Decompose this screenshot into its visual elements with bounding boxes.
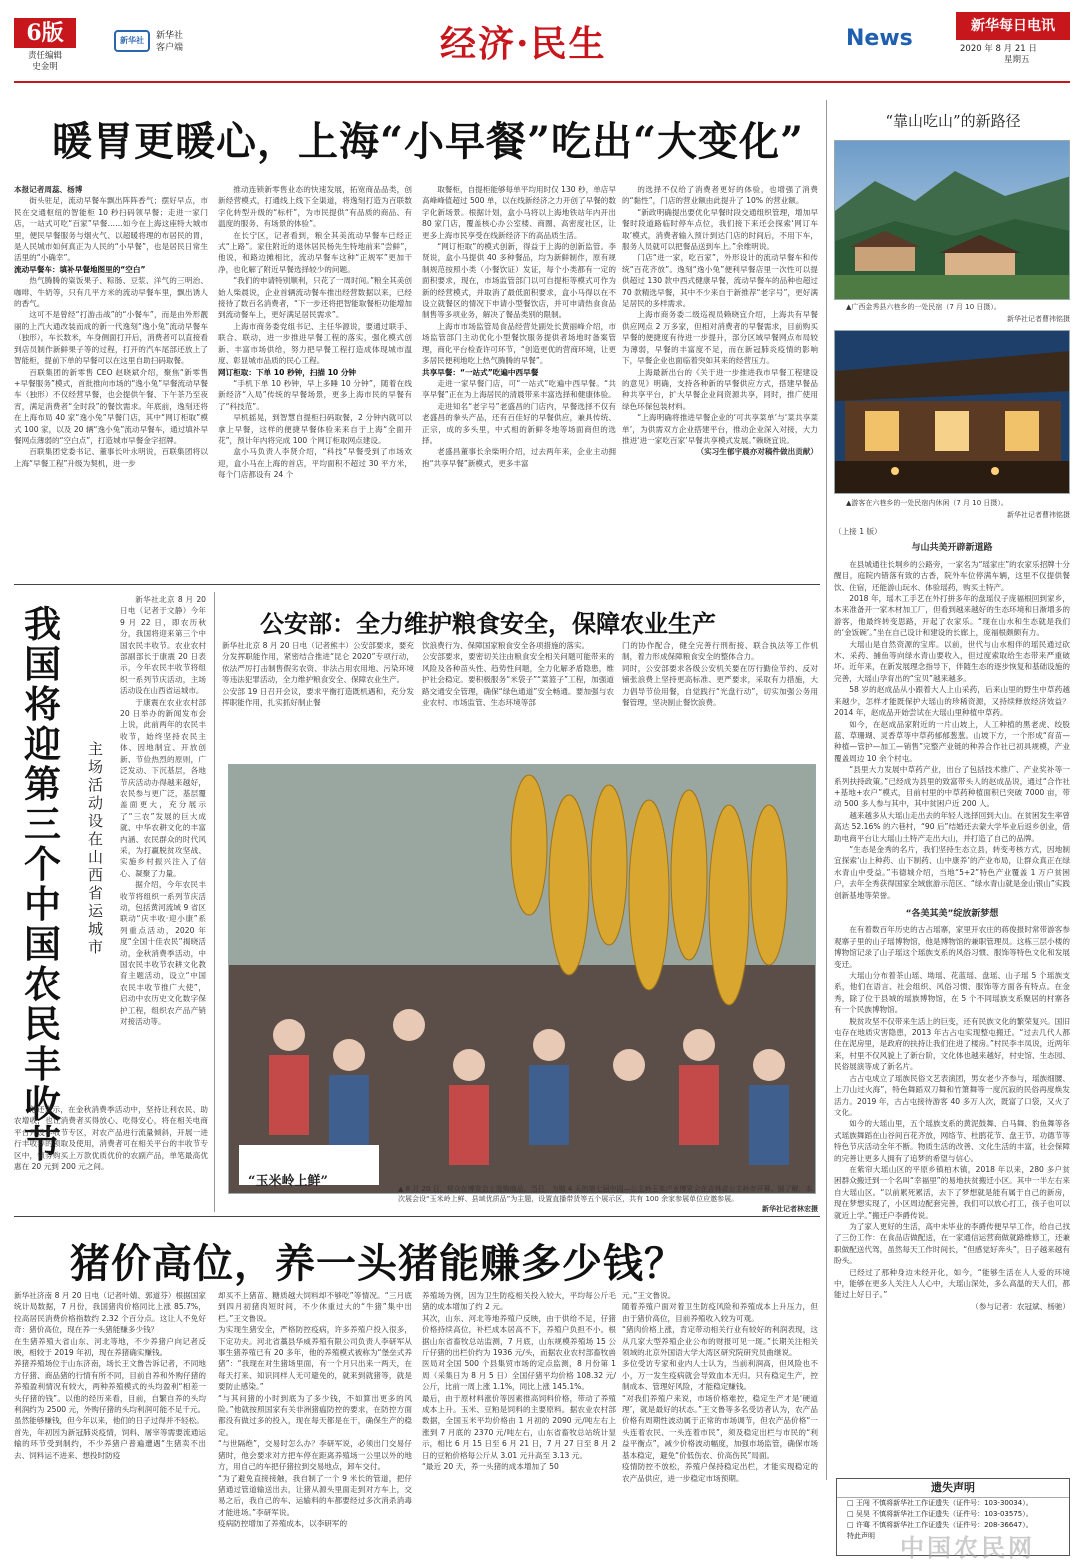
article1-paragraph: 走进一家早餐门店，可“一站式”吃遍中西早餐。“共享早餐”正在为上海居民的清晨带来丰富选择和健康体验。	[422, 378, 616, 400]
guesthouse-night-photo	[834, 330, 1070, 494]
article1-paragraph: 门店“进一家，吃百家”，外形设计的流动早餐车和传统“百花齐放”。逸刻“逸小兔”便利早餐店里一次性可以提供超过 130 款中西式健康早餐，流动早餐车的品种也超过 70 款精选早餐，其中不少来自于新推荐“老字号”，更好满足居民的多样需求。	[622, 253, 818, 309]
right-column-divider	[826, 100, 827, 1480]
article2-paragraph: 据介绍，今年农民丰收节将组织一系列节庆活动，包括黄河流域 9 省区联动“庆丰收·迎小康”系列重点活动，2020 年度“全国十佳农民”揭晓活动，金秋消费季活动，中国农民丰收节农耕文化教育主题活动，设立“中国农民丰收节推广大使”，启动中农历史文化数字保护工程，组织农产品产销对接活动等。	[120, 880, 206, 1027]
editor-label: 责任编辑	[27, 51, 62, 61]
article1-column-1	[14, 184, 208, 578]
article2-narrow-column	[120, 594, 206, 1100]
feature-paragraph: 58 岁的赵成品从小跟着大人上山采药，后来山里的野生中草药越来越少，怎样才能既保护大瑶山的珍稀资源，又持续释放经济效益？2014 年，赵成品开始尝试在大瑶山里种植中草药。	[834, 685, 1070, 718]
article1-paragraph: 上海最新出台的《关于进一步推进我市早餐工程建设的意见》明确，支持各种新的早餐供应方式，搭建早餐品种共享平台，扩大早餐企业间资源共享，同时，推广使用绿色环保包装材料。	[622, 367, 818, 411]
feature-paragraph: 在有着数百年历史的古占瑶寨，家里开农庄的蒋俊报时常带游客参观寨子里的山子瑶博物馆，他是博物馆的兼职管理员。这栋三层小楼的博物馆记录了山子瑶这个瑶族支系的风俗习惯、服饰等特色文化和发展变迁。	[834, 925, 1070, 969]
article2-paragraph: 新华社北京 8 月 20 日电（记者于文静）今年 9 月 22 日，即农历秋分，我国将迎来第三个中国农民丰收节。农业农村部副部长于康震 20 日表示，今年农民丰收节将组织一系列节庆活动，主场活动设在山西省运城市。	[120, 595, 206, 696]
corn-market-image	[229, 765, 816, 1194]
article1-paragraph: 的选择不仅给了消费者更好的体验，也增强了消费的“黏性”，门店的营业额由此提升了 10% 的营业额。	[622, 185, 818, 206]
article1-column-3	[422, 184, 616, 578]
article1-paragraph: 取餐柜，自提柜能够每单平均用时仅 130 秒，单店早高峰峰值超过 500 单，以在线新经济之力开创了早餐的数字化新场景。根据计划，盒小马将以上海地铁站年内开出 80 家门店，覆盖核心办公室楼、商圈、高密度社区，让更多上海市民享受在线新经济下的高品质生活。	[422, 185, 616, 240]
article1-paragraph: 上海市商务委党组书记、主任华源说，要通过联手、联合、联动，进一步推进早餐工程的落实，强化模式创新、丰富市场供给，努力把早餐工程打造成体现城市温度、彰显城市品质的民心工程。	[218, 321, 412, 366]
article4-column-4: 元。”王文鲁说。 随着养殖户面对着卫生防疫风险和养殖成本上升压力，但由于猪价高位，目前养殖收入较为可观。 “猪肉价格上涨，肯定带动相关行业有较好的利润表现，这从几家大型养殖企业公布的财报可见一斑。”长期关注相关领域的北京外国语大学大湾区研究院研究员曲继说。 多位受访专家和业内人士认为，当前利润高，但风险也不小，万一发生疫病就会导致血本无归。只有稳定生产，控制成本、管理好风险，才能稳定赚钱。 “对我们养殖户来说，市场价格难控，稳定生产才是‘硬道理’，就是最好的状态。”王文鲁等多名受访者认为，农产品价格有周期性波动属于正常的市场调节，但农产品价格“一头连着农民、一头连着市民”，须及稳定出栏与市民的“利益平衡点”，减少价格波动幅度，加强市场监管，确保市场基本稳定，避免“价低伤农、价高伤民”局面。 疫情防控不放松，养殖户保持稳定出栏，才能实现稳定的农产品供应，进一步稳定市场预期。	[622, 1291, 818, 1483]
feature-paragraph: 在县城通往长垌乡的公路旁，一家名为“瑶家庄”的农家乐招牌十分醒目，庭院内错落有致的古香，院外车位停满车辆，这里不仅提供餐饮、住宿，还能游山玩水、体验瑶药，购买土特产。	[834, 559, 1070, 592]
feature-continued: （上接 1 版）	[834, 527, 882, 536]
village-landscape-image	[835, 141, 1070, 300]
site-watermark: 中国农民网	[900, 1533, 1035, 1562]
article1-paragraph: 百联集团的新零售 CEO 赵晓斌介绍，聚焦“新零售+早餐服务”模式，首批推向市场的“逸小兔”早餐流动早餐车（独形）不仅经营早餐，也会提供午餐、下午茶乃至夜宵，满足消费者“全时段”的餐饮需求。年底前，逸刻还将在上海布局 40 家“逸小兔”早餐门店，其中“网订柜取”模式 100 家，以及 20 辆“逸小兔”流动早餐车，通过填补早餐网点薄弱的“空白点”，打造城市早餐金字招牌。	[14, 367, 208, 445]
article3-column-1: 新华社北京 8 月 20 日电（记者熊丰）公安部要求，要充分发挥职能作用，紧密结合推进“昆仑 2020”专项行动，依法严厉打击制售假劣农资、非法占用农用地、污染环境等违法犯罪活动，全力维护粮食安全、保障农业生产。 公安部 19 日召开会议，要求平衡打造既机遇和，充分发挥职能作用，扎实抓好制止餐	[222, 641, 414, 708]
lost-notice-row: □ 王闯 不慎将新华社工作证遗失（证件号：103-30034）。	[847, 1499, 1033, 1507]
article1-column-2	[218, 184, 412, 578]
feature-paragraph: 如今的大瑶山里，五个瑶族支系的黄泥鼓舞、白马舞、豹鱼舞等各式瑶族舞蹈在山谷间百花齐放，网络节、杜鹃花节、盘王节、功德节等特色节庆活动全年不断。物质生活的改善、文化生活的丰富，社会保障的完善让更多人拥有了追梦的希望与信心。	[834, 1119, 1070, 1163]
masthead-rule	[14, 81, 1070, 83]
editor-credit	[14, 51, 76, 73]
article1-headline: 暖胃更暖心，上海“小早餐”吃出“大变化”	[52, 118, 805, 165]
newspaper-brand: 新华每日电讯	[956, 12, 1070, 40]
article1-paragraph: “手机下单 10 秒钟，早上多睡 10 分钟”，随着在线新经济“入局”传统的早餐场景，更多上海市民的早餐有了“科技范”。	[218, 378, 412, 411]
feature-paragraph: 如今，在赵成品家附近的一片山坡上，人工种植的黑老虎、绞股蓝、草珊瑚、灵香草等中草药郁郁葱葱。山坡下方，一个形成“育苗—种植—管护—加工—销售”完整产业链的种养合作社已初具规模，产业覆盖周边 10 余个村屯。	[834, 719, 1070, 763]
article3-column-2: 饮浪费行为、保障国家粮食安全各项措施的落实。 公安部要求，要密切关注由粮食安全相关问题可能带来的风险及各种苗头性、趋势性问题，全力化解矛盾隐患，维护社会稳定。要积极服务“米袋子”“菜篮子”工程，加强道路交通安全管理，确保“绿色通道”安全畅通。要加强与农业农村、市场监管、生态环境等部	[422, 641, 614, 708]
section-title: 经济·民生	[440, 23, 607, 65]
article1-paragraph: 盒小马负责人李贤介绍，“科技”早餐受到了市场欢迎，盒小马在上海的首店，平均面积不超过 30 平方米，每个门店都设有 24 个	[218, 447, 412, 480]
issue-date-text: 2020 年 8 月 21 日	[960, 44, 1037, 54]
article1-subhead: 流动早餐车：填补早餐地图里的“空白”	[14, 264, 146, 274]
photo1-credit: 新华社记者曹祎铭摄	[1007, 315, 1070, 323]
article1-paragraph: “我们的申请特别顺利，只花了一周时间。”粮全其美创始人柴晨说，企业首辆流动餐车推出经营数据以来，已经接待了数百名消费者，“下一步还将把智能取餐柜功能增加到流动餐车上，更好满足居民需求”。	[218, 276, 412, 320]
article1-paragraph: 这可不是曾经“打游击战”的“小餐车”，而是由外形靓丽的上汽大通改装而成的新一代逸刻“逸小兔”流动早餐车（独形），车长数米，车身侧面打开后，消费者可以直接看到店员制作新鲜果子等的过程，打开的汽车尾部还放上了智能柜，提前下单的早餐可以在这里自助扫码取餐。	[14, 310, 208, 366]
corn-photo-caption: ▲ 8 月 20 日，观众在博览会上选购商品。当日，为期 4 天的第七届中国—公主岭玉米产业博览会在吉林省公主岭市开幕。展了解，本次展会设“玉米岭上鲜、县域优质品”为主题，设置直播带货等五个展示区，共有 100 余家参展单位应邀参展。	[398, 1185, 813, 1203]
feature-paragraph: 为了家人更好的生活，高中未毕业的李爵传便早早工作，给自己找了三份工作：在食品店做配送，在一家通信运营商做就路维修工，还兼职做配送代驾，虽然每天工作时间长，“但感觉好奔头”，日子越来越有盼头。	[834, 1221, 1070, 1266]
feature-title: “靠山吃山”的新路径	[885, 112, 1021, 130]
corn-market-photo	[228, 764, 816, 1194]
feature-credit: （参与记者：农冠斌、杨驰）	[971, 1301, 1070, 1311]
article1-paragraph: 推动连锁新零售业态的快速发展，拓宽商品品类，创新经营模式，打通线上线下全渠道，将逸刻打造为百联数字化转型升级的“标杆”，为市民提供“有品质的商品、有温度的服务、有场景的体验”。	[218, 185, 412, 229]
feature-paragraph: “生态是金秀的名片，我们坚持生态立县，转变考核方式，因地制宜探索‘山上种药、山下制药、山中康养’的产业布局，让群众真正在绿水青山中受益。”韦德城介绍，当地“5+2”特色产业覆盖 1 万户贫困户，去年全秀获得国家全域旅游示范区、“绿水青山就是金山银山”实践创新基地等荣誉。	[834, 844, 1070, 900]
lost-notice-title: 遗失声明	[837, 1479, 1069, 1498]
photo2-caption: ▲游客在六巷乡的一处民宿内休闲（7 月 10 日摄）。	[846, 499, 1008, 507]
article1-paragraph: “新政明确提出要优化早餐时段交通组织管理，增加早餐时段道路临时停车点位，我们接下来还会探索‘网订车取’模式，消费者输入预计到达门店的时间后，不用下车，服务人员就可以把餐品送到车上。”余维明说。	[622, 207, 818, 252]
article1-subhead: 网订柜取：下单 10 秒钟，扫描 10 分钟	[218, 367, 357, 377]
article1-subhead: 共享早餐：“一站式”吃遍中西早餐	[422, 367, 539, 377]
feature-paragraph: 在紫帘大瑶山区的平原乡镇柏木镇，2018 年以来，280 多户贫困群众搬迁到一个名叫“幸福里”的易地扶贫搬迁小区。其中一半左右来自大瑶山区。“以前累死累活，去下了梦想就是能有属于自己的新房，现在梦想实现了，小区周边配套完善，我们可以放心打工，孩子也可以就近上学。”搬迁户李爵传说。	[834, 1164, 1070, 1220]
article1-column-4	[622, 184, 818, 578]
article4-headline: 猪价高位，养一头猪能赚多少钱？	[70, 1240, 685, 1287]
article1-paragraph: 上海市市场监管局食品经营处副处长黄丽峰介绍，市场监管部门主动优化小型餐饮服务提供者场地时备案管理，商化平台检查许可环节，“创造更优的营商环境，让更多居民便利地吃上热气腾腾的早餐”。	[422, 321, 616, 366]
article2-divider	[214, 592, 215, 1212]
feature-paragraph: 2018 年，瑶木工手艺在外打拼多年的盘瑶仪子庞福根回到家乡，本来准备开一家木材加工厂，但看到越来越好的生态环境和日渐增多的游客，他最终转变思路，开起了农家乐。“现在山水和生态就是我们的‘金饭碗’。”坐在自己设计和建设的长廊上，庞福根颇颇有力。	[834, 594, 1070, 638]
article2-bottom-column	[14, 1104, 208, 1204]
article4-column-2: 却买不上猪苗、糖质越大饲料却不够吃”等情况。“三月底到四月初猪肉短时间，不少休重过大的“牛猪”集中出栏。”王文鲁说。 为实现生猪安全，严格防控疫病，许多养殖户投入很多，下定功夫。河北省藁县华威养殖有限公司负责人李研军从事生猪养殖已有 20 多年，他的养殖模式被称为“堡垒式养猪”：“我现在对生猪场里面，有一个月只出来一两天，在每天打来、知识同样人无可避免的，就来到就猪等，就是要防止感染。” “与其问猪的小时到底为了多少钱，不如算出更多的风险。”他就按照国家有关非洲猪瘟防控的要求，在防控方面都没有做过多的投入，现在每天都是在干，确保生产的稳定。 “与世隔绝”，交易时怎么办？李研军说，必须出门交易仔猪时，他会要求对方把车停在距离养殖场一公里以外的地方，用自己的车把仔猪拉到交易地点，卸车交付。 “为了避免直接接触，我自制了一个 9 米长的管道，把仔猪通过管道输送出去，让猪从源头里面走到对方车上，交易之后，我自己的车、运输料的车都要经过多次消杀消毒才能进场。”李研军说。 疫病防控增加了养殖成本，以李研军的	[218, 1291, 412, 1529]
feature-paragraph: 大瑶山分布着茶山瑶、坳瑶、花蓝瑶、盘瑶、山子瑶 5 个瑶族支系，他们在语言、社会组织、风俗习惯、服饰等方面各有特点。在金秀，除了位于县城的瑶族博物馆，在 5 个不同瑶族支系聚居的村寨各有一个民族博物馆。	[834, 971, 1070, 1015]
feature-subhead-2: “各美其美”绽放新梦想	[905, 909, 999, 919]
article1-paragraph: 热气腾腾的粢饭果子、粽肠、豆浆、洋气的三明治、咖啡、牛奶等，只有几平方米的流动早餐车里，飘出诱人的香气。	[14, 276, 208, 309]
lost-notice-row: □ 吴昊 不慎将新华社工作证遗失（证件号：103-03575）。	[847, 1510, 1033, 1518]
feature-body	[834, 526, 1070, 1470]
guesthouse-night-image	[835, 331, 1070, 494]
photo2-credit: 新华社记者曹祎铭摄	[1007, 511, 1070, 519]
article1-paragraph: 在长宁区，记者看到，粮全其美流动早餐车已经正式“上路”。家住附近的退休居民杨先生特地前来“尝鲜”，他说，和路边摊相比，流动早餐车这种“正规军”更加干净，也化解了附近早餐选择较少的问题。	[218, 230, 412, 274]
feature-paragraph: “县里大力发展中草药产业，出台了包括技术推广、产业奖补等一系列扶持政策。”已经成为县里的致富带头人的赵成品说，通过“合作社+基地+农户”模式，目前村里的中草药种植面积已突破 7000 亩，带动 500 多人参与其中，其中贫困户近 200 人。	[834, 765, 1070, 809]
feature-paragraph: 脱贫攻坚不仅带来生活上的巨变，还有民族文化的繁荣复兴。国旧屯存在地质灾害隐患，2013 年古占屯实现整屯搬迁。“过去几代人都住在泥房里，是政府的扶持让我们住进了楼房。”村民李丰凤说，近两年来，村里不仅风貌上了新台阶，文化体也越来越好，村史馆、生态园、民俗展演等成了新名片。	[834, 1016, 1070, 1072]
feature-subhead-1: 与山共美开辟新道路	[911, 543, 993, 554]
article2-paragraph: 于康震在农业农村部 20 日举办的新闻发布会上说，此前两年的农民丰收节，始终坚持农民主体、因地制宜、开放创新、节俭热烈的原则，广泛发动、下沉基层，各地节庆活动办得越来越好，农民参与更广泛，基层覆盖面更大，充分展示了“三农”发展的巨大成就、中华农耕文化的丰富内涵、农民群众的时代风采，为打赢脱贫攻坚战、实施乡村振兴注入了信心、凝聚了力量。	[120, 697, 206, 878]
corn-photo-credit: 新华社记者林宏摄	[762, 1205, 818, 1213]
photo1-caption: ▲广西金秀县六巷乡的一处民宿（7 月 10 日摄）。	[846, 303, 1001, 311]
feature-paragraph: 古占屯成立了瑶族民俗文艺表演团，男女老少齐参与，瑶族细腰、上刀山过火海”，特色舞蹈双刀舞和竹箫舞等一度沉寂的民俗再度焕发活力。2019 年，古占屯接待游客 40 多万人次，既富了口袋，又火了文化。	[834, 1073, 1070, 1117]
article2-subtitle: 主场活动设在山西省运城市	[88, 740, 104, 956]
article1-paragraph: 上海市商务委二级巡视员赖晓宜介绍，上海共有早餐供应网点 2 万多家，但相对消费者的早餐需求，目前购买早餐的便捷度有待进一步提升，部分区域早餐网点布局较为薄弱，早餐的丰富度不足，而在新冠肺炎疫情的影响下，早餐企业也面临着突如其来的经营压力。	[622, 310, 818, 366]
corn-photo-label: “玉米岭上鲜”	[248, 1174, 328, 1189]
lost-notice-row: □ 许骞 不慎将新华社工作证遗失（证件号：208-36647）。	[847, 1521, 1033, 1529]
feature-paragraph: 已经过了那种身边未经开化，如今，“能够生活在人人爱的环境中，能够在更多人关注人人心中，大瑶山深处，多么高温的天人们，都能过上好日子。”	[834, 1267, 1070, 1300]
section-divider-2	[14, 1216, 820, 1217]
article1-byline: 本报记者周蕊、杨博	[14, 185, 83, 194]
article3-column-3: 门的协作配合，健全完善行刑衔接、联合执法等工作机制，着力形成保障粮食安全的整体合力。 同时，公安部要求各级公安机关要在厉行勤俭节约、反对铺张浪费上坚持更高标准、更严要求，采取有力措施，大力倡导节俭用餐，自觉践行“光盘行动”，切实加强公务用餐管理，坚决制止餐饮浪费。	[622, 641, 818, 708]
article4-column-3: 养殖场为例，因为卫生防疫相关投入较大，平均每公斤毛猪的成本增加了约 2 元。 其次，山东、河北等地养殖户反映，由于供给不足，仔猪价格持续高位，补栏成本居高不下，养殖户负担不小。根据山东省畜牧总站监测，7 月底，山东规模养殖场 15 公斤仔猪的出栏价约为 1936 元/头，而据农业农村部畜牧兽医局对全国 500 个县集贸市场的定点监测，8 月份第 1 周（采集日为 8 月 5 日）全国仔猪平均价格 108.32 元/公斤，比前一周上涨 1.1%，同比上涨 145.1%。 最后，由于原材料涨价等因素推高饲料价格，带动了养殖成本上升。玉米、豆粕是饲料的主要原料。据农业农村部数据，全国玉米平均价格由 1 月初的 2090 元/吨左右上涨到 7 月底的 2370 元/吨左右，山东省畜牧总站统计显示，相比 6 月 15 日至 6 月 21 日，7 月 27 日至 8 月 2 日的豆粕价格每公斤从 3.01 元升高至 3.13 元。 “最近 20 天，养一头猪的成本增加了 50	[422, 1291, 616, 1472]
news-logo-icon: News	[846, 26, 913, 51]
xinhua-client-label: 新华社 客户端	[156, 31, 184, 53]
article1-paragraph: 街头驻足，流动早餐车飘出阵阵香气；摆好早点，市民在交通枢纽的智能柜 10 秒扫码领早餐；走进一家门店，一站式可吃“百家”早餐……如今在上海这座特大城市里，便民早餐服务与烟火气、以超暖将理的布居民的胃，是人民城市如何真正为人民的“小早餐”，也是居民日常生活里的“小确幸”。	[14, 196, 208, 263]
editor-name: 史金明	[32, 62, 58, 72]
xinhua-logo-icon: 新华社	[114, 30, 150, 52]
feature-paragraph: 大瑶山是自然资源的宝库。以前，世代与山水相伴的瑶民通过砍木、采药、捕鱼等向绿水青山要收入，但过度索取给生态带来严重破坏。近年来，在新发展理念指导下，伴随生态的逐步恢复和基础设施的完善，大瑶山孕育出的“宝贝”越来越多。	[834, 639, 1070, 683]
article1-paragraph: “网订柜取”的模式创新，得益于上海的创新监管。李贤说，盒小马提供 40 多种餐品，均为新鲜制作，原有规制规范按照小类（小餐饮证）发证，每个小类都有一定的面积要求，现在，市场监管部门以可自提柜等模式可作为新的经营模式，并取消了最低面积要求，盒小马得以在不设立就餐区的情况下申请小型餐饮店，并可申请热食食品制售等多项业务，解决了餐品类别的限制。	[422, 242, 616, 320]
issue-date	[960, 44, 1037, 66]
article4-column-1: 新华社济南 8 月 20 日电（记者叶婧、郭道芬）根据国家统计局数据，7 月份，我国猪肉价格同比上涨 85.7%，拉高居民消费价格指数约 2.32 个百分点。这让人不免好奇：猪价高位，现在养一头猪能赚多少钱？ 在生猪养殖大省山东、河北等地，不少养猪户向记者反映，相较于 2019 年初，现在养猪确实赚钱。 养猪养殖场位于山东济南，场长王文鲁告诉记者，不同地方仔猪、商品猪的行情有所不同，目前自养和外购仔猪的养殖盈利情况有较大，两种养殖模式的头均盈利“相差一头仔猪的钱”。以他的经历来看，目前，自繁自养的头均利润约为 2500 元，外购仔猪的头均利润可能不足千元。 虽然能够赚钱，但今年以来，他们的日子过得并不轻松。 首先，年初因为新冠肺炎疫情，饲料、屠宰等需要流通运输的环节受到制约，不少养猪户普遍遭遇“生猪卖不出去、饲料运不进来、想投时防疫	[14, 1291, 206, 1460]
article3-headline: 公安部：全力维护粮食安全，保障农业生产	[260, 609, 716, 638]
article1-paragraph: 早机摇晃，到智慧自提柜扫码取餐，2 分钟内就可以拿上早餐，这样的便捷早餐体验来来自于上海“全面开花”，预计年内将完成 100 个网订柜取网点建设。	[218, 413, 412, 445]
issue-weekday: 星期五	[1004, 55, 1030, 65]
feature-paragraph: 越来越多从大瑶山走出去的年轻人选择回到大山。在贫困发生率曾高达 52.16% 的六巷村，“90 后”结婚还去蒙大学毕业后返乡创业，借助电商平台让大瑶山土特产走出大山，并打造了自己的品牌。	[834, 810, 1070, 843]
article1-paragraph: 老盛昌董事长余柴明介绍，过去两年来，企业主动拥抱“共享早餐”新模式，更多丰富	[422, 447, 616, 468]
village-landscape-photo	[834, 140, 1070, 300]
section-divider	[14, 584, 820, 585]
article2-headline: 我国将迎第三个中国农民丰收节	[24, 602, 61, 1166]
article1-paragraph: “上海明确将推进早餐企业的‘可共享菜单’与‘菜共享菜单’，为供需双方企业搭建平台，推动企业深入对接，大力推进‘进一家吃百家’早餐共享模式发展。”赖晓宜说。	[622, 413, 818, 445]
article2-paragraph: 他还表示，在金秋消费季活动中，坚持让利农民、助农增收，也让消费者买得放心、吃得安心，将在相关电商平台开设丰收节专区，对农产品进行流量倾斜，开展一进行丰收券的领取及使用，消费者可在相关平台的丰收节专区中，领券购买上万款优质优价的农副产品，单笔最高优惠在 20 元到 200 元之间。	[14, 1105, 208, 1172]
page-number-badge: 6版	[14, 18, 76, 48]
article1-credit: （实习生郁宇晨亦对稿件做出贡献）	[696, 447, 818, 457]
article1-paragraph: 百联集团党委书记、董事长叶永明说，百联集团将以上海“早餐工程”升级为契机，进一步	[14, 447, 208, 468]
article1-paragraph: 走进知名“老字号”老盛昌的门店内，早餐选择不仅有老盛昌的拳头产品，还有百佳好的早餐供应，兼具传统、正宗，成的多头里，中式相的新鲜冬地等场面商但的选择。	[422, 401, 616, 445]
lost-notice-suffix: 特此声明	[847, 1532, 875, 1540]
